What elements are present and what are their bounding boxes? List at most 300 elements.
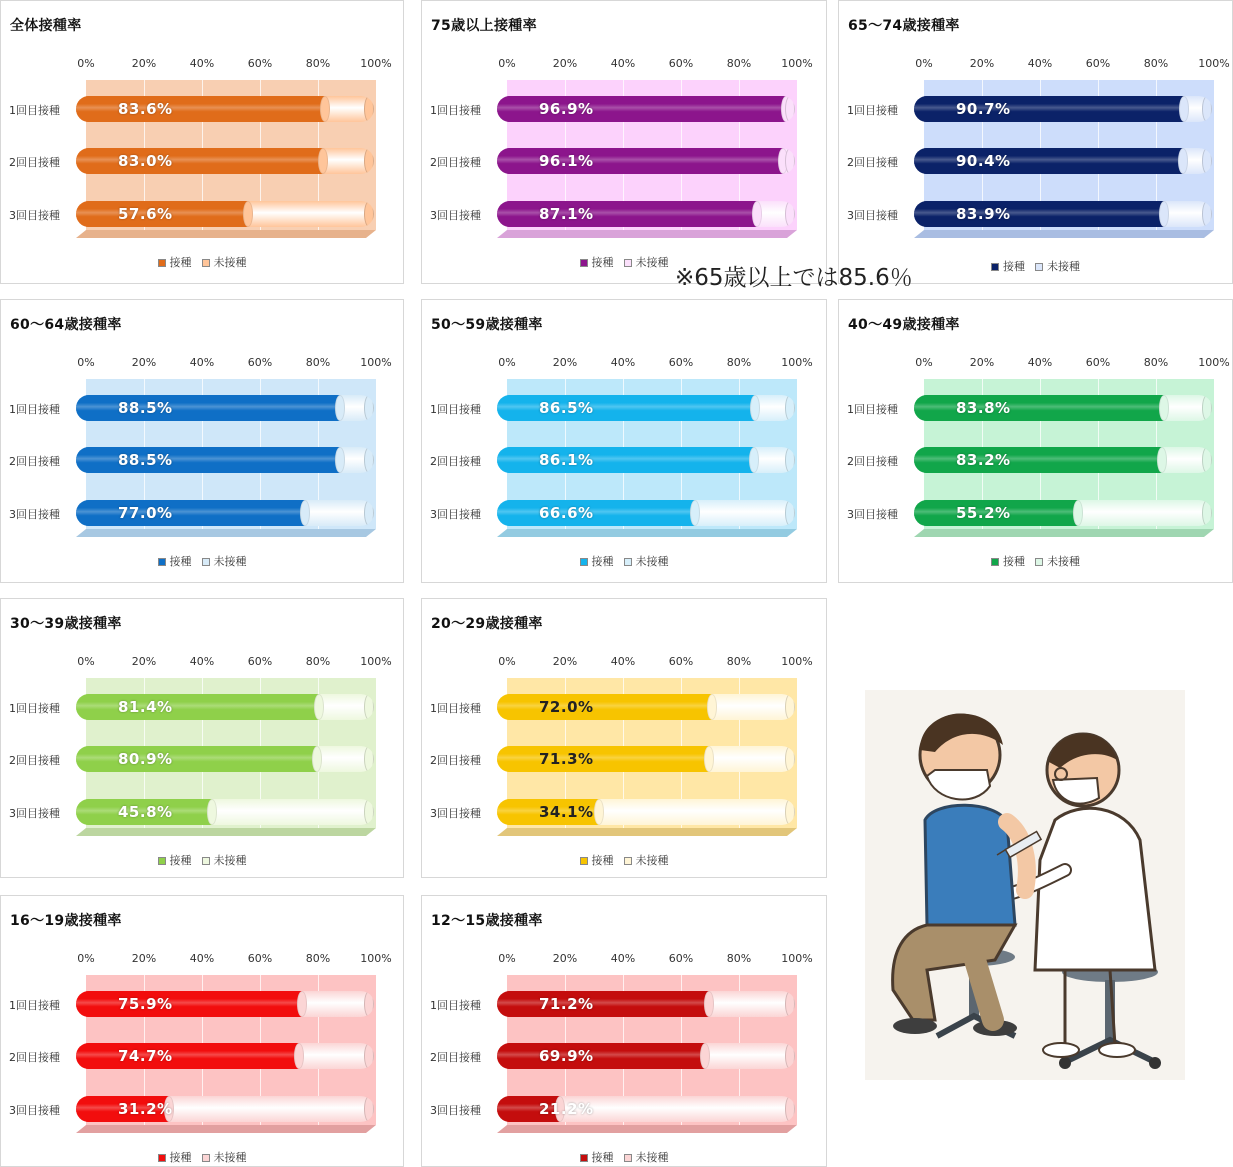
chart-title: 12～15歳接種率 [431,913,543,929]
bar [497,96,795,122]
bar-value-label: 75.9% [118,995,173,1013]
bar-vaccinated [76,395,340,421]
legend-label: 未接種 [213,854,247,867]
bar-endcap [364,500,374,526]
row-label: 1回目接種 [847,403,898,416]
legend-swatch [158,259,166,267]
x-tick-label: 60% [668,57,694,70]
bar-value-label: 21.2% [539,1100,594,1118]
x-tick-label: 80% [305,952,331,965]
bar [914,148,1212,174]
x-tick-label: 100% [360,57,392,70]
x-axis-ticks [497,952,813,966]
x-tick-label: 80% [726,356,752,369]
row-label: 3回目接種 [9,1104,60,1117]
bar-endcap [364,694,374,720]
bar [497,991,795,1017]
x-tick-label: 100% [781,952,813,965]
legend-label: 接種 [169,1151,192,1164]
bar-cap [1157,447,1167,473]
bar-endcap [364,1043,374,1069]
legend-label: 接種 [1003,555,1025,568]
bar-vaccinated [497,201,757,227]
x-tick-label: 0% [498,655,516,668]
bar-cap [314,694,324,720]
chart-title: 全体接種率 [10,18,82,34]
bar-endcap [785,746,795,772]
bar [497,1096,795,1122]
x-tick-label: 80% [726,655,752,668]
row-label: 1回目接種 [9,104,60,117]
bar-endcap [785,395,795,421]
legend-item-unvaccinated [624,254,669,270]
x-tick-label: 100% [781,57,813,70]
bar [76,991,374,1017]
legend [1,852,403,868]
bar-vaccinated [914,201,1164,227]
chart-title: 30～39歳接種率 [10,616,122,632]
legend-item-unvaccinated [202,1149,247,1165]
bar [76,1096,374,1122]
bar-endcap [1202,395,1212,421]
chart-panel [0,0,404,284]
chart-title: 60～64歳接種率 [10,317,122,333]
bar-value-label: 31.2% [118,1100,173,1118]
x-tick-label: 100% [360,952,392,965]
vaccination-illustration [865,690,1185,1080]
legend-label: 未接種 [213,256,247,269]
bar [914,447,1212,473]
x-tick-label: 20% [131,57,157,70]
bar [76,799,374,825]
bar-cap [690,500,700,526]
bar-endcap [785,201,795,227]
x-axis-ticks [76,952,392,966]
x-tick-label: 20% [552,57,578,70]
legend-swatch [202,558,210,566]
legend-item-vaccinated [158,254,192,270]
plot-floor [497,1125,797,1133]
row-label: 1回目接種 [9,999,60,1012]
x-tick-label: 40% [189,57,215,70]
legend-swatch [158,1154,166,1162]
bar-vaccinated [76,1043,299,1069]
x-tick-label: 80% [1143,57,1169,70]
legend-label: 接種 [169,854,192,867]
legend-item-vaccinated [580,852,614,868]
legend-label: 接種 [591,555,614,568]
legend-item-unvaccinated [624,1149,669,1165]
legend-swatch [624,1154,632,1162]
chart-panel [0,598,404,878]
x-tick-label: 40% [610,952,636,965]
bar-value-label: 69.9% [539,1047,594,1065]
bar-vaccinated [914,148,1183,174]
legend-swatch [202,1154,210,1162]
bar-value-label: 81.4% [118,698,173,716]
row-label: 2回目接種 [847,156,898,169]
legend-label: 未接種 [635,555,669,568]
row-label: 2回目接種 [430,455,481,468]
chart-panel [421,299,827,583]
bar-endcap [785,694,795,720]
bar [76,694,374,720]
bar [76,500,374,526]
x-tick-label: 80% [726,57,752,70]
row-label: 3回目接種 [430,508,481,521]
x-tick-label: 80% [726,952,752,965]
row-label: 1回目接種 [430,104,481,117]
row-label: 3回目接種 [430,209,481,222]
bar [76,395,374,421]
bar-cap [335,395,345,421]
legend [422,553,826,569]
bar-value-label: 90.7% [956,100,1011,118]
x-tick-label: 0% [915,57,933,70]
legend-label: 未接種 [213,555,247,568]
plot-floor [497,529,797,537]
bar-value-label: 83.8% [956,399,1011,417]
legend-label: 未接種 [1047,555,1080,568]
bar-cap [300,500,310,526]
bar-cap [1159,201,1169,227]
legend-swatch [991,263,999,271]
bar-value-label: 96.1% [539,152,594,170]
bar-value-label: 66.6% [539,504,594,522]
x-tick-label: 60% [1085,356,1111,369]
plot-floor [76,230,376,238]
x-tick-label: 0% [77,952,95,965]
bar-vaccinated [497,1043,705,1069]
bar-value-label: 45.8% [118,803,173,821]
legend-label: 未接種 [635,256,669,269]
bar-endcap [364,991,374,1017]
legend-swatch [624,857,632,865]
bar-vaccinated [76,96,325,122]
legend-item-unvaccinated [624,852,669,868]
bar [497,201,795,227]
bar-vaccinated [76,148,323,174]
plot-area [76,379,376,537]
bar-cap [700,1043,710,1069]
legend-label: 接種 [1003,260,1025,273]
bar [914,96,1212,122]
legend-item-vaccinated [580,1149,614,1165]
x-tick-label: 60% [247,655,273,668]
chart-panel [421,598,827,878]
bar-cap [752,201,762,227]
row-label: 3回目接種 [9,508,60,521]
legend-item-vaccinated [158,553,192,569]
bar-cap [1073,500,1083,526]
x-tick-label: 100% [1198,356,1230,369]
bar-value-label: 77.0% [118,504,173,522]
x-tick-label: 40% [189,952,215,965]
bar-cap [297,991,307,1017]
bar-endcap [785,991,795,1017]
x-axis-ticks [914,57,1230,71]
legend-label: 接種 [591,1151,614,1164]
bar [497,447,795,473]
row-label: 1回目接種 [9,702,60,715]
x-tick-label: 100% [781,356,813,369]
x-tick-label: 20% [969,356,995,369]
plot-floor [76,1125,376,1133]
plot-floor [497,230,797,238]
bar-endcap [785,96,795,122]
x-tick-label: 60% [247,952,273,965]
x-tick-label: 100% [1198,57,1230,70]
chart-panel [838,0,1233,284]
row-label: 1回目接種 [847,104,898,117]
legend-swatch [991,558,999,566]
bar-cap [704,746,714,772]
bar [497,1043,795,1069]
bar-endcap [364,201,374,227]
legend-item-vaccinated [580,553,614,569]
legend-label: 接種 [591,256,614,269]
bar-endcap [364,395,374,421]
legend-swatch [624,259,632,267]
bar-vaccinated [914,395,1164,421]
bar [914,500,1212,526]
bar-endcap [364,96,374,122]
legend-item-unvaccinated [202,553,247,569]
x-tick-label: 0% [77,655,95,668]
bar [914,201,1212,227]
legend-swatch [580,259,588,267]
plot-area [914,80,1214,238]
row-label: 2回目接種 [9,1051,60,1064]
bar-cap [318,148,328,174]
x-axis-ticks [497,356,813,370]
bar-value-label: 71.3% [539,750,594,768]
legend-item-unvaccinated [624,553,669,569]
bar-endcap [1202,500,1212,526]
bar-endcap [364,447,374,473]
x-tick-label: 60% [668,952,694,965]
x-tick-label: 0% [77,356,95,369]
legend-swatch [580,857,588,865]
x-axis-ticks [76,655,392,669]
legend-label: 未接種 [635,854,669,867]
legend-item-unvaccinated [202,852,247,868]
bar-endcap [785,500,795,526]
row-label: 2回目接種 [847,455,898,468]
legend-item-vaccinated [580,254,614,270]
x-axis-ticks [76,57,392,71]
chart-panel [421,895,827,1167]
row-label: 3回目接種 [430,807,481,820]
bar [76,201,374,227]
bar-endcap [364,746,374,772]
x-tick-label: 0% [498,356,516,369]
bar-vaccinated [76,447,340,473]
plot-floor [497,828,797,836]
x-tick-label: 20% [131,655,157,668]
bar-value-label: 57.6% [118,205,173,223]
bar-cap [594,799,604,825]
legend-label: 接種 [169,256,192,269]
bar [76,148,374,174]
legend [839,553,1232,569]
chart-title: 20～29歳接種率 [431,616,543,632]
bar-cap [750,395,760,421]
plot-area [76,975,376,1133]
x-tick-label: 40% [1027,356,1053,369]
bar-value-label: 74.7% [118,1047,173,1065]
chart-title: 40～49歳接種率 [848,317,960,333]
chart-title: 65～74歳接種率 [848,18,960,34]
x-tick-label: 0% [498,57,516,70]
legend-swatch [158,558,166,566]
bar-value-label: 80.9% [118,750,173,768]
bar-value-label: 83.9% [956,205,1011,223]
legend-item-unvaccinated [1035,553,1080,569]
bar [497,500,795,526]
legend-item-vaccinated [158,852,192,868]
x-tick-label: 100% [781,655,813,668]
bar-vaccinated [497,395,755,421]
bar [914,395,1212,421]
bar [497,799,795,825]
row-label: 3回目接種 [9,209,60,222]
legend-label: 接種 [169,555,192,568]
bar-value-label: 55.2% [956,504,1011,522]
x-tick-label: 20% [131,356,157,369]
chart-title: 16～19歳接種率 [10,913,122,929]
x-tick-label: 20% [969,57,995,70]
bar-value-label: 83.6% [118,100,173,118]
legend-item-unvaccinated [1035,258,1080,274]
chart-panel [421,0,827,284]
bar-endcap [1202,96,1212,122]
bar [497,746,795,772]
bar-cap [312,746,322,772]
legend-item-vaccinated [158,1149,192,1165]
row-label: 2回目接種 [430,1051,481,1064]
bar-value-label: 34.1% [539,803,594,821]
legend-swatch [158,857,166,865]
x-tick-label: 80% [1143,356,1169,369]
plot-area [497,975,797,1133]
legend-label: 接種 [591,854,614,867]
x-tick-label: 40% [610,57,636,70]
plot-floor [914,529,1214,537]
row-label: 1回目接種 [430,403,481,416]
legend-swatch [1035,558,1043,566]
bar-value-label: 87.1% [539,205,594,223]
bar-vaccinated [497,694,712,720]
legend-swatch [1035,263,1043,271]
bar-endcap [364,799,374,825]
bar [497,395,795,421]
x-tick-label: 0% [498,952,516,965]
bar-endcap [364,148,374,174]
x-tick-label: 40% [1027,57,1053,70]
row-label: 1回目接種 [430,702,481,715]
bar [76,96,374,122]
bar-endcap [1202,201,1212,227]
bar-endcap [785,148,795,174]
legend-label: 未接種 [213,1151,247,1164]
bar-vaccinated [497,500,695,526]
x-axis-ticks [914,356,1230,370]
legend [1,254,403,270]
row-label: 3回目接種 [430,1104,481,1117]
bar-endcap [1202,447,1212,473]
row-label: 2回目接種 [430,754,481,767]
x-tick-label: 60% [247,356,273,369]
bar [497,694,795,720]
plot-area [76,80,376,238]
row-label: 2回目接種 [9,156,60,169]
bar-cap [294,1043,304,1069]
row-label: 3回目接種 [847,209,898,222]
plot-area [497,678,797,836]
bar-value-label: 71.2% [539,995,594,1013]
legend-item-unvaccinated [202,254,247,270]
x-tick-label: 60% [247,57,273,70]
legend [422,1149,826,1165]
bar-value-label: 86.5% [539,399,594,417]
legend [1,553,403,569]
plot-floor [914,230,1214,238]
chart-title: 75歳以上接種率 [431,18,537,34]
bar-vaccinated [76,746,317,772]
bar-cap [704,991,714,1017]
bar-cap [1159,395,1169,421]
x-tick-label: 20% [131,952,157,965]
row-label: 3回目接種 [847,508,898,521]
row-label: 2回目接種 [9,455,60,468]
x-tick-label: 60% [668,356,694,369]
x-tick-label: 0% [915,356,933,369]
x-tick-label: 80% [305,356,331,369]
bar [76,1043,374,1069]
row-label: 2回目接種 [9,754,60,767]
bar-vaccinated [497,991,709,1017]
bar-vaccinated [76,694,319,720]
x-axis-ticks [497,57,813,71]
x-tick-label: 20% [552,356,578,369]
bar-vaccinated [914,96,1184,122]
bar-value-label: 88.5% [118,399,173,417]
bar-vaccinated [497,746,709,772]
x-tick-label: 20% [552,655,578,668]
bar-endcap [785,1043,795,1069]
chart-panel [0,299,404,583]
x-axis-ticks [497,655,813,669]
chart-panel [0,895,404,1167]
bar-cap [207,799,217,825]
bar-vaccinated [497,447,754,473]
x-tick-label: 100% [360,655,392,668]
bar-endcap [364,1096,374,1122]
legend-label: 未接種 [635,1151,669,1164]
x-axis-ticks [76,356,392,370]
x-tick-label: 40% [610,655,636,668]
bar-cap [707,694,717,720]
bar [76,447,374,473]
bar-vaccinated [76,500,305,526]
plot-area [497,379,797,537]
row-label: 1回目接種 [430,999,481,1012]
plot-floor [76,529,376,537]
bar-cap [243,201,253,227]
legend [422,852,826,868]
bar-value-label: 88.5% [118,451,173,469]
